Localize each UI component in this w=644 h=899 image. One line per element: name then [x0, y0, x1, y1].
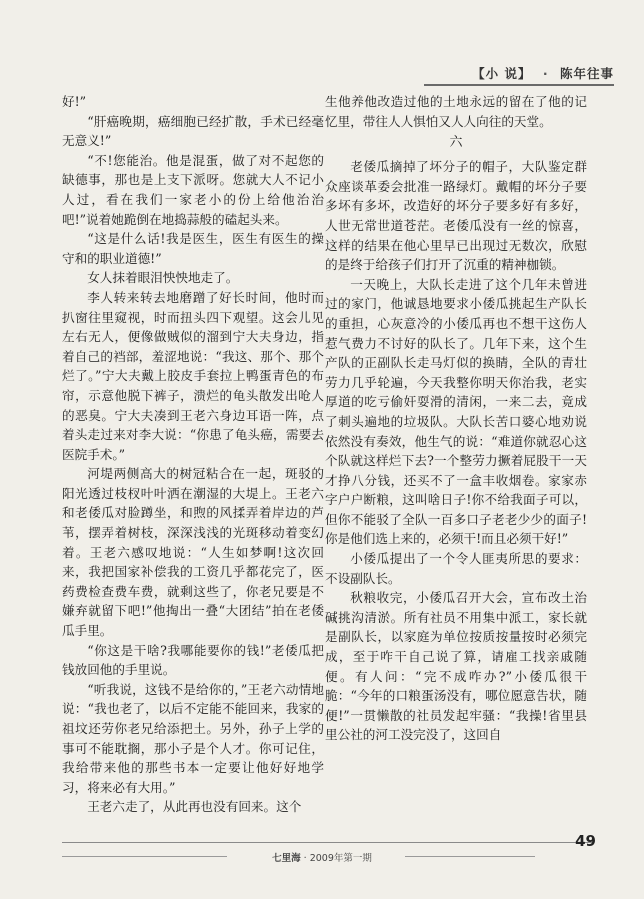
paragraph: 河堤两侧高大的树冠粘合在一起，斑驳的阳光透过枝杈叶叶洒在潮湿的大堤上。王老六和老倭瓜对脸蹲坐，和煦的风揉弄着岸边的芦苇，摆弄着树枝，深深浅浅的光斑移动着变幻着。王老六感叹地说：“人生如梦啊!这次回来，我把国家补偿我的工资几乎都花完了，医药费检查费车费，就剩这些了，你老兄要是不嫌弃就留下吧!”他掏出一叠“大团结”拍在老倭瓜手里。 [62, 466, 324, 639]
page-number: 49 [575, 832, 596, 850]
paragraph: 王老六走了，从此再也没有回来。这个 [87, 799, 302, 815]
paragraph: “听我说，这钱不是给你的，”王老六动情地说：“我也老了，以后不定能不能回来，我家的祖坟还劳你老兄给添把土。另外，孙子上学的事可不能耽搁，那小子是个人才。你可记住，我给带来他的那些书本一定要让他好好地学习，将来必有大用。” [62, 681, 324, 795]
paragraph: 秋粮收完，小倭瓜召开大会，宣布改土治碱挑沟清淤。所有社员不用集中派工，家长就是副队长，以家庭为单位按质按量按时必须完成，至于咋干自己说了算，请雇工找亲戚随便。有人问：“完不成咋办?”小倭瓜很干脆：“今年的口粮蛋汤没有，哪位愿意告状，随便!”一贯懒散的社员发起牢骚：“我操!省里县里公社的河工没完没了，这回自 [325, 590, 587, 743]
right-text-column [325, 92, 587, 834]
section-label: 【小 说】 [472, 66, 532, 81]
paragraph: “不!您能治。他是混蛋，做了对不起您的缺德事，那也是上支下派呀。您就大人不记小人过，看在我们一家老小的份上给他治治吧!”说着她跪倒在地捣蒜般的磕起头来。 [62, 152, 324, 227]
paragraph: 小倭瓜提出了一个令人匪夷所思的要求：不设副队长。 [325, 551, 587, 586]
paragraph: “这是什么话!我是医生，医生有医生的操守和的职业道德!” [62, 231, 324, 266]
paragraph: “肝癌晚期，癌细胞已经扩散，手术已经毫无意义!” [62, 113, 324, 149]
paragraph: 老倭瓜摘掉了坏分子的帽子，大队鉴定群众座谈革委会批准一路绿灯。戴帽的坏分子要多坏有多坏，改造好的坏分子要多好有多好，人世无常世道苍茫。老倭瓜没有一丝的惊喜，这样的结果在他心里早已出现过无数次，欣慰的是终于给孩子们打开了沉重的精神枷锁。 [325, 159, 587, 273]
paragraph: 好!” [62, 94, 87, 109]
magazine-name: 七里海 [272, 853, 301, 864]
paragraph: 生他养他改造过他的土地永远的留在了他的记忆里，带往人人惧怕又人人向往的天堂。 [325, 94, 587, 129]
running-header [472, 64, 614, 82]
paragraph: 女人抹着眼泪怏怏地走了。 [87, 270, 239, 286]
paragraph: 一天晚上，大队长走进了这个几年未曾进过的家门，他诚恳地要求小倭瓜挑起生产队长的重担，心灰意冷的小倭瓜再也不想干这伤人惹气费力不讨好的队长了。几年下来，这个生产队的正副队长走马灯似的换睛，全队的青壮劳力几乎轮遍，今天我整你明天你治我，老实厚道的吃亏偷奸耍滑的清闲，一来二去，竟成了刺头遍地的垃圾队。大队长苦口婆心地劝说依然没有奏效，他生气的说：“难道你就忍心这个队就这样烂下去?一个整劳力撅着屁股干一天才挣八分钱，还买不了一盒丰收烟卷。家家赤字户户断粮，这叫啥日子!你不给我面子可以，但你不能驳了全队一百多口子老老少少的面子!你是他们选上来的，必须干!而且必须干好!” [325, 276, 587, 547]
footer-info: 七里海 · 2009年第一期 [272, 853, 372, 864]
issue-label: 2009年第一期 [309, 853, 372, 864]
header-separator: · [542, 66, 549, 81]
header-rule [424, 84, 614, 86]
left-text-column [62, 92, 324, 834]
section-heading: 六 [449, 135, 463, 151]
footer-rule [62, 842, 592, 843]
paragraph: “你这是干啥?我哪能要你的钱!”老倭瓜把钱放回他的手里说。 [62, 642, 324, 678]
paragraph: 李人转来转去地磨蹭了好长时间，他时而扒窗往里窥视，时而扭头四下观望。这会儿见左右无人，便像做贼似的溜到宁大夫身边，指着自己的裆部，羞涩地说：“我这、那个、那个烂了。”宁大夫戴上胶皮手套拉上鸭蛋青色的布帘，示意他脱下裤子，溃烂的龟头散发出呛人的恶臭。宁大夫凑到王老六身边耳语一阵，点着头走过来对李大说：“你患了龟头癌，需要去医院手术。” [62, 289, 324, 462]
story-title: 陈年往事 [559, 66, 614, 81]
